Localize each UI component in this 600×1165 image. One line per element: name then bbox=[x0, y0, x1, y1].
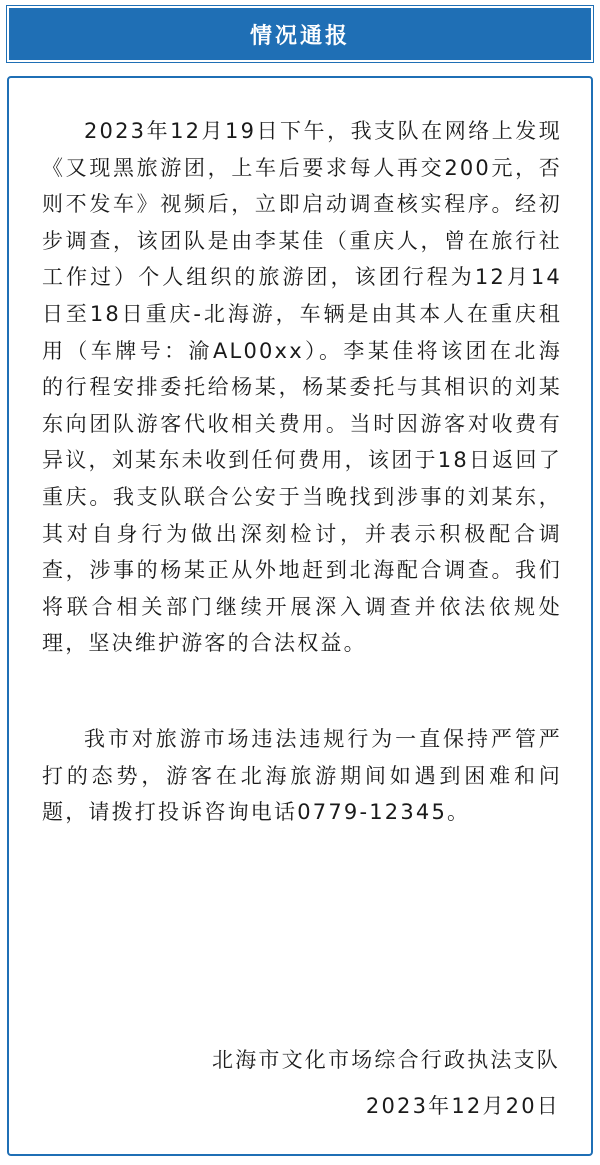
signature-date: 2023年12月20日 bbox=[365, 1094, 560, 1118]
notice-paragraph: 2023年12月19日下午，我支队在网络上发现《又现黑旅游团，上车后要求每人再交200元，否则不发车》视频后，立即启动调查核实程序。经初步调查，该团队是由李某佳（重庆人，曾在旅行社工作过）个人组织的旅游团，该团行程为12月14日至18日重庆-北海游，车辆是由其本人在重庆租用（车牌号：渝AL00xx）。李某佳将该团在北海的行程安排委托给杨某，杨某委托与其相识的刘某东向团队游客代收相关费用。当时因游客对收费有异议，刘某东未收到任何费用，该团于18日返回了重庆。我支队联合公安于当晚找到涉事的刘某东，其对自身行为做出深刻检讨，并表示积极配合调查，涉事的杨某正从外地赶到北海配合调查。我们将联合相关部门继续开展深入调查并依法依规处理，坚决维护游客的合法权益。 bbox=[42, 119, 562, 656]
header-banner bbox=[7, 6, 593, 62]
signature-organization: 北海市文化市场综合行政执法支队 bbox=[212, 1048, 560, 1072]
notice-body bbox=[42, 113, 562, 831]
page-title: 情况通报 bbox=[249, 23, 350, 49]
signature-block bbox=[212, 1037, 560, 1129]
notice-paragraph: 我市对旅游市场违法违规行为一直保持严管严打的态势，游客在北海旅游期间如遇到困难和问题，请拨打投诉咨询电话0779-12345。 bbox=[42, 726, 562, 825]
